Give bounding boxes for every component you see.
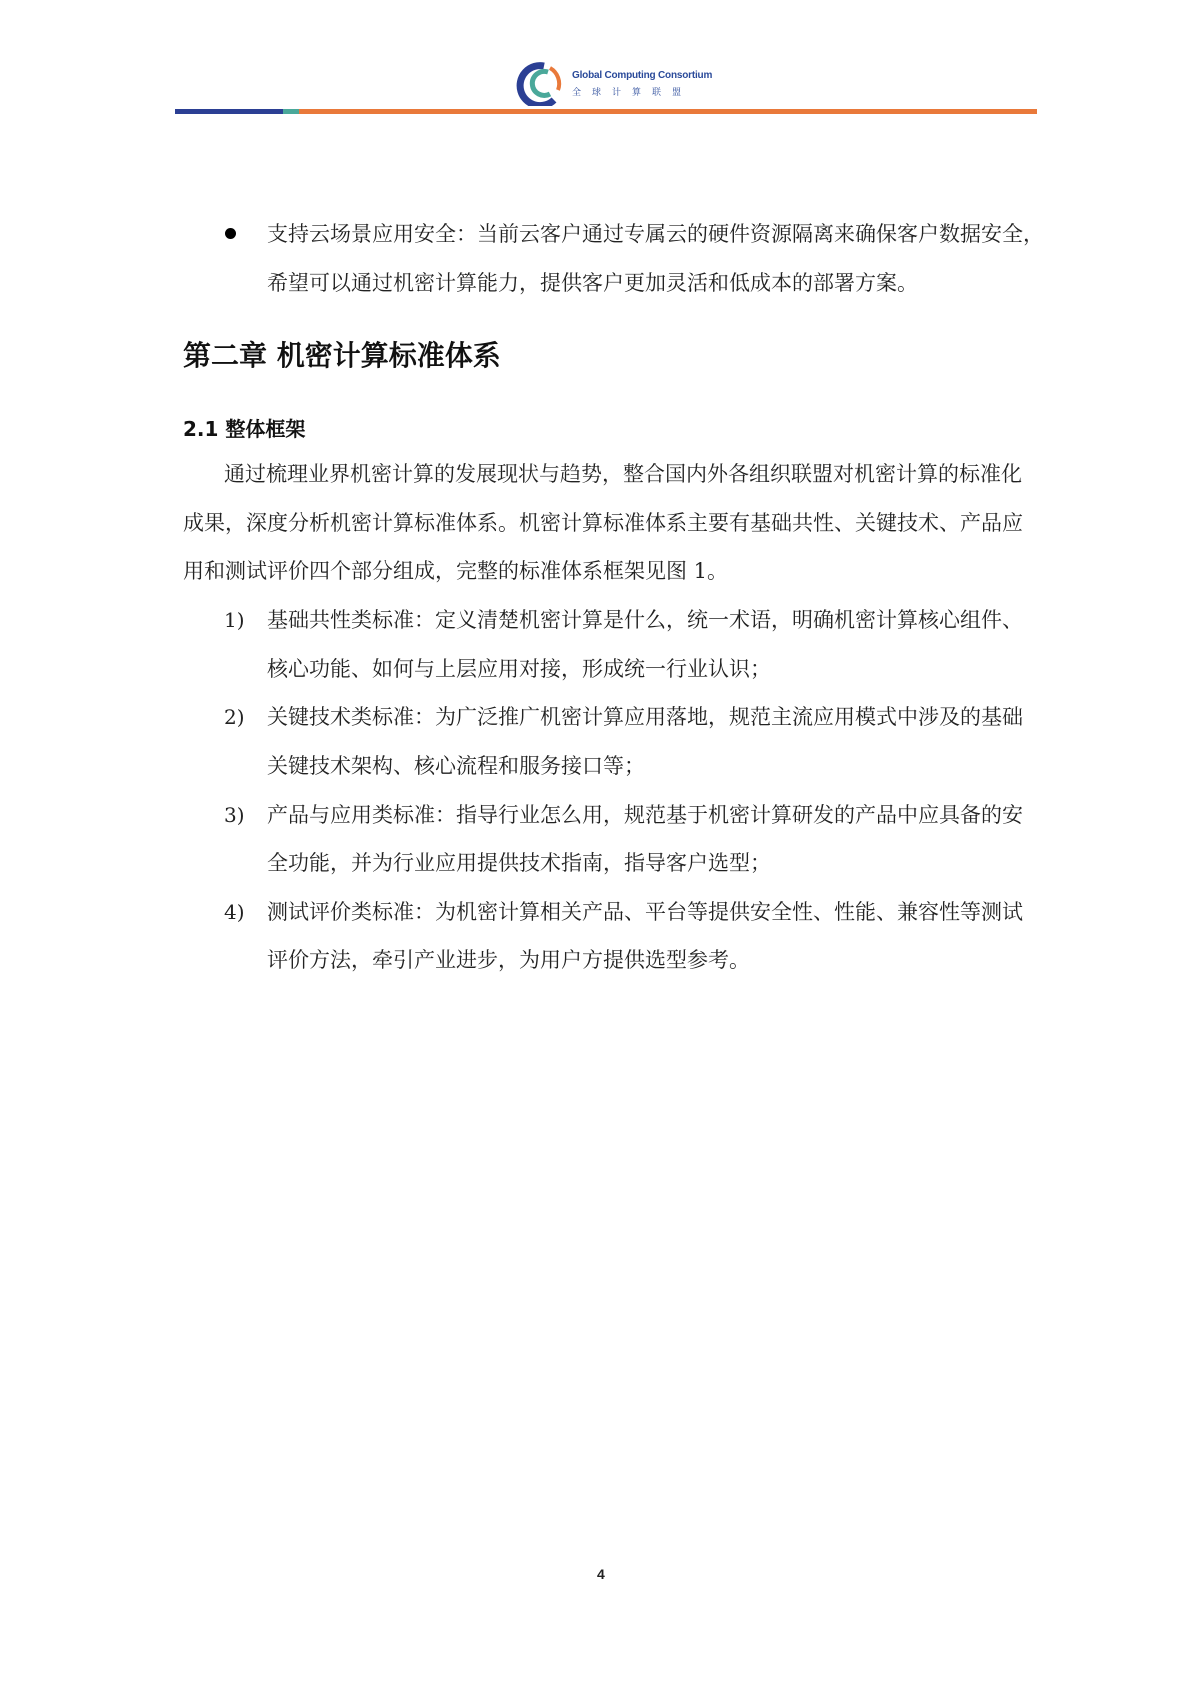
- bullet-dot-icon: [225, 228, 236, 239]
- list-line: 核心功能、如何与上层应用对接，形成统一行业认识；: [267, 657, 771, 681]
- logo-mark-icon: [514, 62, 566, 106]
- list-line: 关键技术类标准：为广泛推广机密计算应用落地，规范主流应用模式中涉及的基础: [267, 705, 1023, 729]
- logo-english: Global Computing Consortium: [572, 70, 713, 81]
- page-number: 4: [597, 1566, 605, 1582]
- bullet-line: 希望可以通过机密计算能力，提供客户更加灵活和低成本的部署方案。: [267, 271, 918, 295]
- list-number: 4): [224, 900, 245, 924]
- consortium-logo: [514, 62, 712, 106]
- list-number: 2): [224, 705, 245, 729]
- list-line: 评价方法，牵引产业进步，为用户方提供选型参考。: [267, 948, 750, 972]
- paragraph-line: 用和测试评价四个部分组成，完整的标准体系框架见图 1。: [183, 559, 729, 583]
- section-title: 2.1 整体框架: [183, 417, 306, 441]
- bullet-line: 支持云场景应用安全：当前云客户通过专属云的硬件资源隔离来确保客户数据安全，: [267, 222, 1044, 246]
- list-number: 3): [224, 803, 245, 827]
- logo-chinese: 全球计算联盟: [572, 87, 693, 97]
- paragraph-line: 成果，深度分析机密计算标准体系。机密计算标准体系主要有基础共性、关键技术、产品应: [183, 511, 1023, 535]
- chapter-title: 第二章 机密计算标准体系: [183, 339, 501, 372]
- list-line: 全功能，并为行业应用提供技术指南，指导客户选型；: [267, 851, 771, 875]
- list-line: 关键技术架构、核心流程和服务接口等；: [267, 754, 645, 778]
- list-line: 测试评价类标准：为机密计算相关产品、平台等提供安全性、性能、兼容性等测试: [267, 900, 1023, 924]
- list-line: 产品与应用类标准：指导行业怎么用，规范基于机密计算研发的产品中应具备的安: [267, 803, 1023, 827]
- header-rule: [175, 109, 1037, 114]
- list-number: 1): [224, 608, 245, 632]
- list-line: 基础共性类标准：定义清楚机密计算是什么，统一术语，明确机密计算核心组件、: [267, 608, 1023, 632]
- paragraph-line: 通过梳理业界机密计算的发展现状与趋势，整合国内外各组织联盟对机密计算的标准化: [224, 462, 1022, 486]
